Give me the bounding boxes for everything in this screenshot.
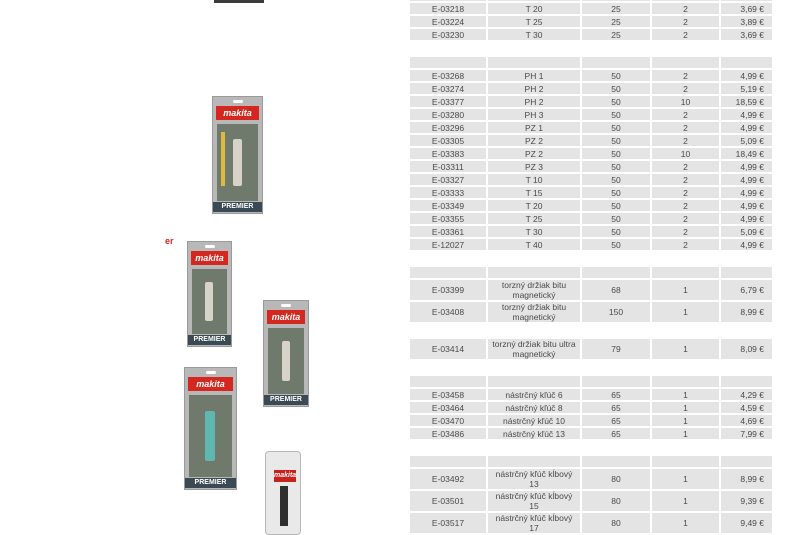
table-row: E-03333 T 15 50 2 4,99 € <box>410 187 772 198</box>
table-row: E-03224 T 25 25 2 3,89 € <box>410 16 772 27</box>
table-row: E-03361 T 30 50 2 5,09 € <box>410 226 772 237</box>
table-row: E-03305 PZ 2 50 2 5,09 € <box>410 135 772 146</box>
series-label: PREMIER <box>188 335 231 345</box>
table-row: E-03464 nástrčný kľúč 8 65 1 4,59 € <box>410 402 772 413</box>
hang-hole <box>206 371 216 374</box>
series-label: PREMIER <box>264 395 308 405</box>
price-table <box>408 0 774 535</box>
table-row: E-12027 T 40 50 2 4,99 € <box>410 239 772 250</box>
product-package-ultra-magnetic <box>184 367 237 490</box>
table-row: E-03470 nástrčný kľúč 10 65 1 4,69 € <box>410 415 772 426</box>
table-row: E-03377 PH 2 50 10 18,59 € <box>410 96 772 107</box>
table-row: E-03458 nástrčný kľúč 6 65 1 4,29 € <box>410 389 772 400</box>
table-row: E-03492 nástrčný kľúč kĺbový 13 80 1 8,99 € <box>410 469 772 489</box>
table-row: E-03268 PH 1 50 2 4,99 € <box>410 70 772 81</box>
table-row: E-03383 PZ 2 50 10 18,49 € <box>410 148 772 159</box>
brand-logo: makita <box>191 251 228 265</box>
cropped-label: er <box>165 236 174 246</box>
table-row <box>410 0 772 1</box>
table-row: E-03408 torzný držiak bitu magnetický 150 1 8,99 € <box>410 302 772 322</box>
table-row: E-03414 torzný držiak bitu ultra magnetický 79 1 8,09 € <box>410 339 772 359</box>
table-row: E-03517 nástrčný kľúč kĺbový 17 80 1 9,49 € <box>410 513 772 533</box>
table-row: E-03280 PH 3 50 2 4,99 € <box>410 109 772 120</box>
product-package-cropped <box>214 0 264 3</box>
hang-hole <box>281 304 291 307</box>
table-row: E-03355 T 25 50 2 4,99 € <box>410 213 772 224</box>
brand-logo: makita <box>188 377 233 391</box>
table-row: E-03399 torzný držiak bitu magnetický 68 1 6,79 € <box>410 280 772 300</box>
table-row <box>410 57 772 68</box>
table-row: E-03296 PZ 1 50 2 4,99 € <box>410 122 772 133</box>
table-row: E-03311 PZ 3 50 2 4,99 € <box>410 161 772 172</box>
product-package-bits <box>212 96 263 214</box>
table-row: E-03230 T 30 25 2 3,69 € <box>410 29 772 40</box>
product-package-holder <box>187 241 232 347</box>
hang-hole <box>205 245 215 248</box>
table-row <box>410 376 772 387</box>
table-row <box>410 267 772 278</box>
table-row <box>410 456 772 467</box>
product-package-socket <box>265 451 301 535</box>
brand-logo: makita <box>267 310 305 324</box>
series-label: PREMIER <box>213 202 262 212</box>
table-row: E-03501 nástrčný kľúč kĺbový 15 80 1 9,39 € <box>410 491 772 511</box>
table-row: E-03349 T 20 50 2 4,99 € <box>410 200 772 211</box>
brand-logo: makita <box>274 470 296 482</box>
hang-hole <box>233 100 243 103</box>
table-row: E-03218 T 20 25 2 3,69 € <box>410 3 772 14</box>
brand-logo: makita <box>216 106 259 120</box>
table-row: E-03486 nástrčný kľúč 13 65 1 7,99 € <box>410 428 772 439</box>
table-row: E-03274 PH 2 50 2 5,19 € <box>410 83 772 94</box>
table-row: E-03327 T 10 50 2 4,99 € <box>410 174 772 185</box>
product-package-holder-long <box>263 300 309 407</box>
series-label: PREMIER <box>185 478 236 488</box>
